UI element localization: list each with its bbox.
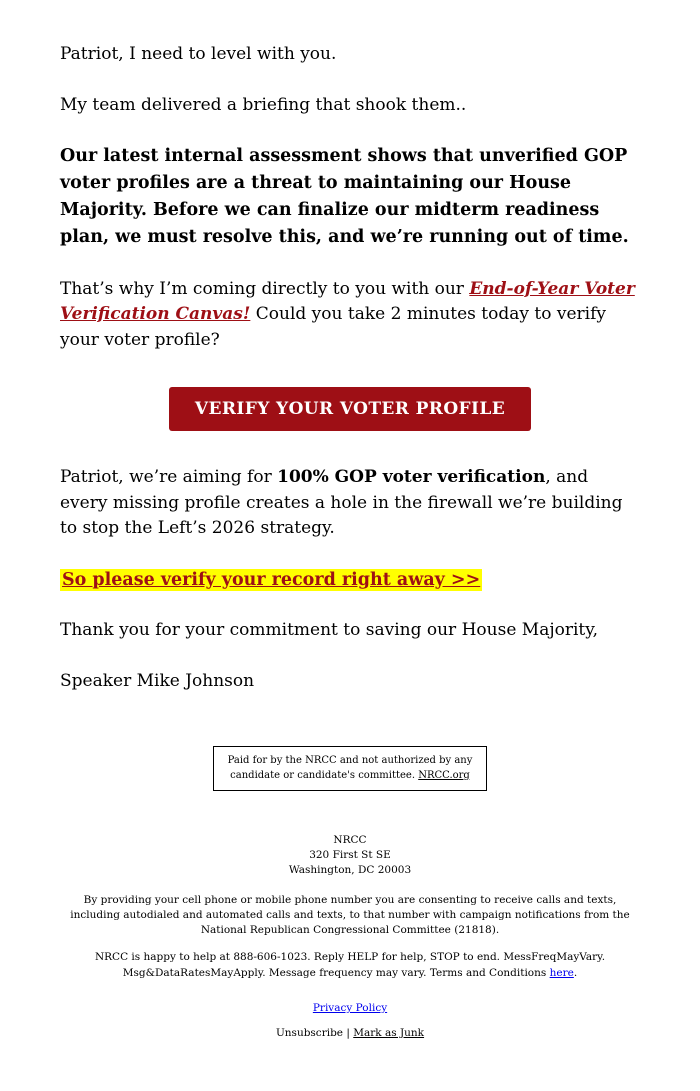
voter-verification-canvas-link[interactable]: End-of-Year Voter Verification Canvas! <box>60 278 635 324</box>
canvas-paragraph <box>60 277 640 354</box>
verify-voter-profile-button[interactable]: VERIFY YOUR VOTER PROFILE <box>169 387 531 431</box>
unsubscribe-row <box>60 1026 640 1071</box>
disclaimer-wrap <box>60 746 640 791</box>
nrcc-org-link[interactable]: NRCC.org <box>418 769 470 781</box>
goal-bold-text: 100% GOP voter verification <box>277 467 546 487</box>
privacy-policy-link[interactable]: Privacy Policy <box>312 1001 388 1014</box>
canvas-text-after: Could you take 2 minutes today to verify your voter profile? <box>60 304 606 350</box>
paid-for-text: Paid for by the NRCC and not authorized by any candidate or candidate's committee. <box>227 755 473 781</box>
paid-for-disclaimer-box <box>213 746 487 791</box>
org-name: NRCC <box>333 834 367 846</box>
signature: Speaker Mike Johnson <box>60 670 255 691</box>
unsubscribe-link[interactable]: Unsubscribe <box>275 1026 344 1039</box>
briefing-line: My team delivered a briefing that shook them.. <box>60 94 467 115</box>
address-line-2: Washington, DC 20003 <box>288 864 412 877</box>
address-line-1: 320 First St SE <box>309 849 391 862</box>
privacy-row <box>60 1001 640 1016</box>
help-text <box>90 950 610 980</box>
help-text-after: . <box>573 966 578 979</box>
goal-text-before: Patriot, we’re aiming for <box>60 467 278 487</box>
highlighted-cta-row <box>60 567 640 594</box>
button-row <box>60 387 640 431</box>
assessment-paragraph: Our latest internal assessment shows that unverified GOP voter profiles are a threat to maintaining our House Majority. Before we can finalize our midterm readiness plan, we must resolve this, and we’re running out of time. <box>60 146 629 248</box>
canvas-text-before: That’s why I’m coming directly to you with our <box>60 278 470 299</box>
verify-record-highlighted-link[interactable]: So please verify your record right away >> <box>62 569 481 590</box>
link-separator: | <box>343 1026 354 1039</box>
consent-text: By providing your cell phone or mobile phone number you are consenting to receive calls and texts, including autodialed and automated calls and texts, to that number with campaign notifications from the National Republican Congressional Committee (21818). <box>70 893 630 937</box>
mark-as-junk-link[interactable]: Mark as Junk <box>353 1026 425 1039</box>
goal-text-after: , and every missing profile creates a hole in the firewall we’re building to stop the Left’s 2026 strategy. <box>60 467 623 538</box>
opening-line: Patriot, I need to level with you. <box>60 44 337 64</box>
help-text-before: NRCC is happy to help at 888-606-1023. Reply HELP for help, STOP to end. MessFreqMayVary. Msg&DataRatesMayApply. Message frequency may vary. Terms and Conditions <box>94 951 606 979</box>
verification-goal-paragraph <box>60 465 640 542</box>
thank-you-line: Thank you for your commitment to saving our House Majority, <box>60 620 598 640</box>
address-block <box>60 833 640 879</box>
terms-and-conditions-link[interactable]: here <box>549 966 574 979</box>
email-footer <box>60 746 640 1071</box>
